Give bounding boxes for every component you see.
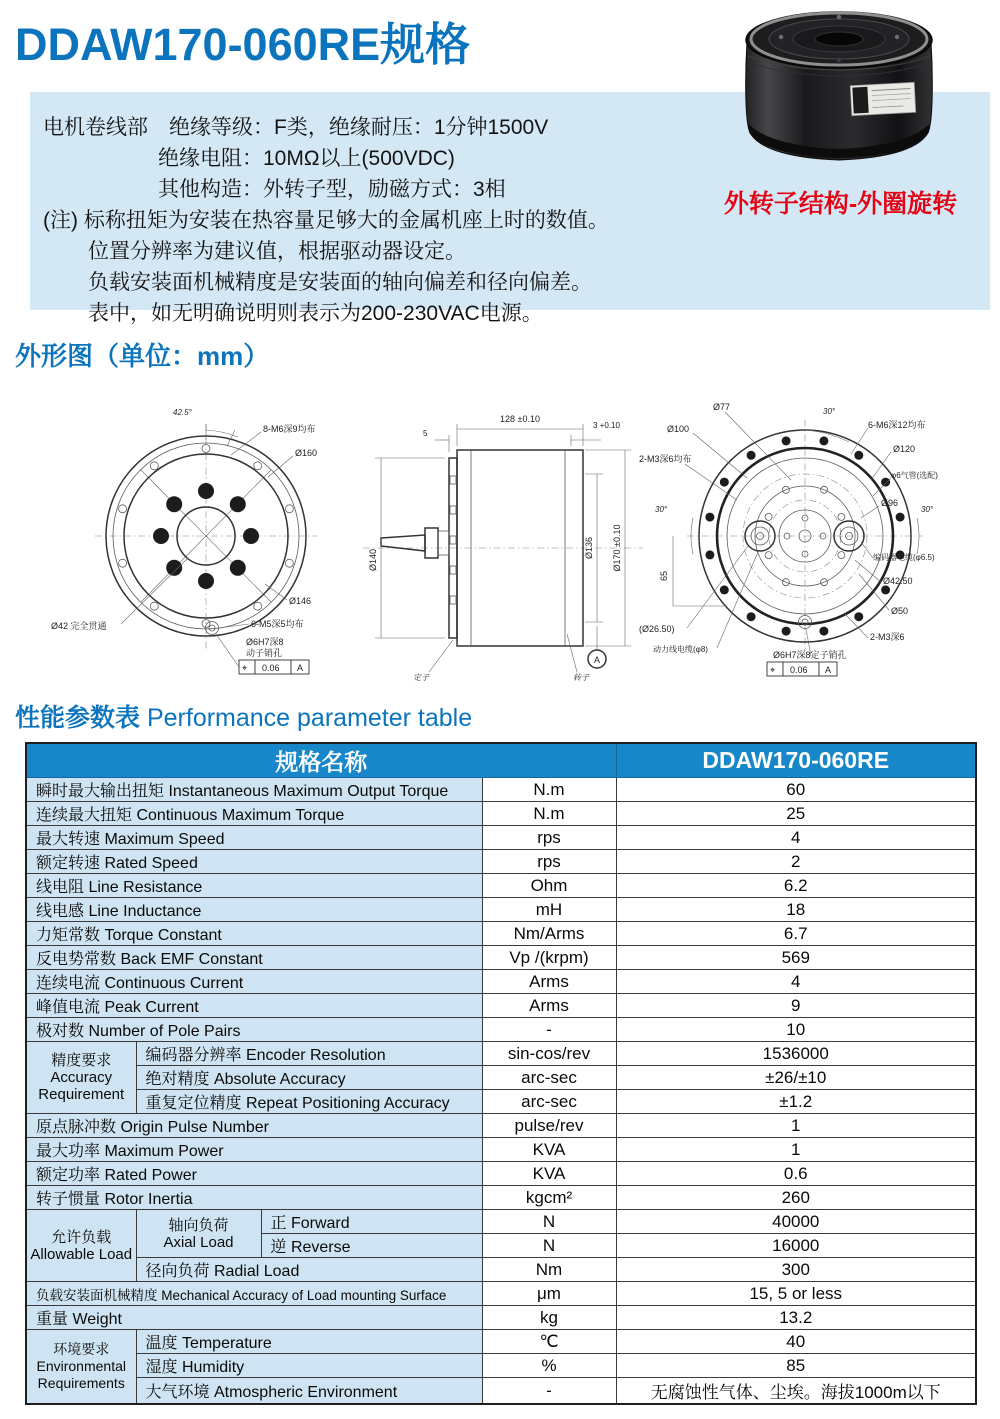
param-name: 转子惯量 Rotor Inertia bbox=[26, 1186, 482, 1210]
table-row bbox=[26, 1042, 976, 1066]
param-value: 13.2 bbox=[616, 1306, 976, 1330]
group-axial-load: 轴向负荷 Axial Load bbox=[136, 1210, 261, 1258]
table-row bbox=[26, 1210, 976, 1234]
param-value: 6.7 bbox=[616, 922, 976, 946]
note-line: 表中，如无明确说明则表示为200-230VAC电源。 bbox=[88, 302, 543, 325]
table-row bbox=[26, 778, 976, 802]
rear-encoder-cable-label: 编码器电缆(φ6.5) bbox=[873, 553, 935, 562]
motor-photo-graphic bbox=[733, 4, 945, 176]
table-row bbox=[26, 994, 976, 1018]
performance-heading bbox=[15, 698, 472, 734]
param-name: 线电阻 Line Resistance bbox=[26, 874, 482, 898]
table-row bbox=[26, 970, 976, 994]
table-row bbox=[26, 1114, 976, 1138]
param-unit: kgcm² bbox=[482, 1186, 616, 1210]
rear-a30-top-label: 30° bbox=[823, 407, 836, 416]
rear-d120-label: Ø120 bbox=[893, 444, 916, 454]
table-row bbox=[26, 1186, 976, 1210]
table-row bbox=[26, 946, 976, 970]
front-bolts-bottom-label: 6-M5深5均布 bbox=[251, 619, 304, 629]
note-line: (注) 标称扭矩为安装在热容量足够大的金属机座上时的数值。 bbox=[43, 209, 609, 232]
param-name: 绝对精度 Absolute Accuracy bbox=[136, 1066, 482, 1090]
param-value: 25 bbox=[616, 802, 976, 826]
param-value: 1 bbox=[616, 1114, 976, 1138]
table-row bbox=[26, 874, 976, 898]
front-view bbox=[51, 408, 317, 674]
photo-caption: 外转子结构-外圈旋转 bbox=[723, 190, 958, 218]
param-value: 9 bbox=[616, 994, 976, 1018]
param-name: 径向负荷 Radial Load bbox=[136, 1258, 482, 1282]
param-unit: N.m bbox=[482, 802, 616, 826]
param-unit: arc-sec bbox=[482, 1090, 616, 1114]
product-photo bbox=[733, 4, 945, 176]
rear-air-tube-label: φ6气管(选配) bbox=[891, 471, 938, 480]
param-name: 连续最大扭矩 Continuous Maximum Torque bbox=[26, 802, 482, 826]
table-row bbox=[26, 1354, 976, 1378]
param-value: 6.2 bbox=[616, 874, 976, 898]
param-value: 10 bbox=[616, 1018, 976, 1042]
side-d5-label: 5 bbox=[423, 429, 428, 438]
rear-power-cable-label: 动力线电缆(φ8) bbox=[653, 645, 708, 654]
param-unit: KVA bbox=[482, 1162, 616, 1186]
param-value: 40 bbox=[616, 1330, 976, 1354]
param-name: 额定功率 Rated Power bbox=[26, 1162, 482, 1186]
rear-d50-label: Ø50 bbox=[891, 606, 909, 616]
table-header-row bbox=[26, 743, 976, 778]
param-unit: KVA bbox=[482, 1138, 616, 1162]
param-name: 瞬时最大输出扭矩 Instantaneous Maximum Output Torque bbox=[26, 778, 482, 802]
param-name: 力矩常数 Torque Constant bbox=[26, 922, 482, 946]
table-row bbox=[26, 1162, 976, 1186]
front-pin-label-2: 动子销孔 bbox=[246, 648, 283, 658]
dimension-drawings bbox=[25, 388, 975, 690]
front-pin-label-1: Ø6H7深8 bbox=[246, 637, 284, 647]
table-row bbox=[26, 1018, 976, 1042]
note-line: 位置分辨率为建议值，根据驱动器设定。 bbox=[88, 240, 466, 263]
group-allowable-load: 允许负载 Allowable Load bbox=[26, 1210, 136, 1282]
position-tolerance-icon: ⌖ bbox=[770, 665, 776, 675]
param-name: 重量 Weight bbox=[26, 1306, 482, 1330]
table-row bbox=[26, 1330, 976, 1354]
group-environment: 环境要求 Environmental Requirements bbox=[26, 1330, 136, 1405]
param-value: 2 bbox=[616, 850, 976, 874]
note-line: 电机卷线部 绝缘等级：F类，绝缘耐压：1分钟1500V bbox=[43, 116, 549, 139]
side-view bbox=[363, 414, 643, 682]
rear-pin-label: Ø6H7深8定子销孔 bbox=[773, 650, 847, 660]
note-line: 负载安装面机械精度是安装面的轴向偏差和径向偏差。 bbox=[88, 271, 592, 294]
param-unit: mH bbox=[482, 898, 616, 922]
side-d3-label: 3 +0.10 bbox=[593, 421, 620, 430]
rear-d4250-label: Ø42.50 bbox=[883, 576, 913, 586]
table-row bbox=[26, 898, 976, 922]
param-value: 4 bbox=[616, 826, 976, 850]
param-name: 大气环境 Atmospheric Environment bbox=[136, 1378, 482, 1405]
param-name: 原点脉冲数 Origin Pulse Number bbox=[26, 1114, 482, 1138]
front-d160-label: Ø160 bbox=[295, 448, 318, 458]
page-title: DDAW170-060RE规格 bbox=[15, 19, 471, 70]
side-datum-label: A bbox=[593, 655, 601, 665]
rear-bolts-label: 6-M6深12均布 bbox=[868, 420, 926, 430]
param-unit: N.m bbox=[482, 778, 616, 802]
param-unit: sin-cos/rev bbox=[482, 1042, 616, 1066]
param-value: 60 bbox=[616, 778, 976, 802]
rear-d2650-label: (Ø26.50) bbox=[639, 624, 675, 634]
rear-a30-right-label: 30° bbox=[921, 505, 934, 514]
param-unit: μm bbox=[482, 1282, 616, 1306]
front-gdt-datum: A bbox=[297, 663, 304, 673]
performance-table bbox=[25, 742, 977, 1405]
param-unit: % bbox=[482, 1354, 616, 1378]
param-value: 4 bbox=[616, 970, 976, 994]
side-d136-label: Ø136 bbox=[584, 536, 594, 560]
header-model: DDAW170-060RE bbox=[616, 743, 976, 778]
param-value: ±26/±10 bbox=[616, 1066, 976, 1090]
param-name: 额定转速 Rated Speed bbox=[26, 850, 482, 874]
table-row bbox=[26, 1378, 976, 1405]
motor-nameplate bbox=[850, 82, 915, 115]
param-value: 300 bbox=[616, 1258, 976, 1282]
side-rotor-label: 转子 bbox=[573, 673, 589, 682]
performance-heading-zh: 性能参数表 bbox=[15, 704, 141, 732]
param-value: 18 bbox=[616, 898, 976, 922]
front-d42-label: Ø42 完全贯通 bbox=[51, 621, 107, 631]
param-unit: kg bbox=[482, 1306, 616, 1330]
header-spec-name: 规格名称 bbox=[26, 743, 616, 778]
param-name: 正 Forward bbox=[261, 1210, 482, 1234]
param-value: 40000 bbox=[616, 1210, 976, 1234]
rear-view bbox=[639, 402, 938, 676]
table-row bbox=[26, 1306, 976, 1330]
param-value: 无腐蚀性气体、尘埃。海拔1000m以下 bbox=[616, 1378, 976, 1405]
rear-d100-label: Ø100 bbox=[667, 424, 690, 434]
side-stator-label: 定子 bbox=[413, 673, 429, 682]
side-d140-label: Ø140 bbox=[368, 548, 378, 572]
rear-d96-label: Ø96 bbox=[881, 498, 899, 508]
performance-heading-en: Performance parameter table bbox=[146, 704, 473, 732]
param-unit: Arms bbox=[482, 970, 616, 994]
param-unit: Nm/Arms bbox=[482, 922, 616, 946]
position-tolerance-icon: ⌖ bbox=[242, 663, 248, 673]
table-row bbox=[26, 850, 976, 874]
note-line: 绝缘电阻：10MΩ以上(500VDC) bbox=[158, 147, 455, 170]
rear-gdt-tolerance: 0.06 bbox=[790, 665, 808, 675]
table-row bbox=[26, 1066, 976, 1090]
param-name: 峰值电流 Peak Current bbox=[26, 994, 482, 1018]
param-value: 260 bbox=[616, 1186, 976, 1210]
table-row bbox=[26, 826, 976, 850]
dimensions-heading: 外形图（单位：mm） bbox=[15, 341, 270, 371]
front-bolts-top-label: 8-M6深9均布 bbox=[263, 424, 316, 434]
front-angle-label: 42.5° bbox=[173, 408, 192, 417]
param-name: 湿度 Humidity bbox=[136, 1354, 482, 1378]
table-row bbox=[26, 1282, 976, 1306]
note-line: 其他构造：外转子型，励磁方式：3相 bbox=[158, 178, 506, 201]
param-name: 最大功率 Maximum Power bbox=[26, 1138, 482, 1162]
rear-gdt-datum: A bbox=[825, 665, 832, 675]
param-unit: rps bbox=[482, 826, 616, 850]
param-unit: N bbox=[482, 1210, 616, 1234]
rear-m3-bottom-label: 2-M3深6 bbox=[870, 632, 905, 642]
param-unit: Ohm bbox=[482, 874, 616, 898]
table-row bbox=[26, 802, 976, 826]
rear-m3-top-label: 2-M3深6均布 bbox=[639, 454, 692, 464]
param-name: 最大转速 Maximum Speed bbox=[26, 826, 482, 850]
param-unit: arc-sec bbox=[482, 1066, 616, 1090]
param-unit: Arms bbox=[482, 994, 616, 1018]
param-unit: - bbox=[482, 1378, 616, 1405]
group-accuracy: 精度要求 Accuracy Requirement bbox=[26, 1042, 136, 1114]
table-row bbox=[26, 1138, 976, 1162]
param-value: 85 bbox=[616, 1354, 976, 1378]
rear-a30-left-label: 30° bbox=[655, 505, 668, 514]
param-name: 反电势常数 Back EMF Constant bbox=[26, 946, 482, 970]
param-value: 0.6 bbox=[616, 1162, 976, 1186]
param-value: 16000 bbox=[616, 1234, 976, 1258]
table-row bbox=[26, 1090, 976, 1114]
front-gdt-tolerance: 0.06 bbox=[262, 663, 280, 673]
param-value: 1 bbox=[616, 1138, 976, 1162]
param-name: 逆 Reverse bbox=[261, 1234, 482, 1258]
param-name: 负载安装面机械精度 Mechanical Accuracy of Load mounting Surface bbox=[26, 1282, 482, 1306]
front-d146-label: Ø146 bbox=[289, 596, 312, 606]
side-w128-label: 128 ±0.10 bbox=[500, 414, 540, 424]
param-value: 15, 5 or less bbox=[616, 1282, 976, 1306]
param-value: ±1.2 bbox=[616, 1090, 976, 1114]
param-name: 连续电流 Continuous Current bbox=[26, 970, 482, 994]
param-unit: Nm bbox=[482, 1258, 616, 1282]
param-unit: - bbox=[482, 1018, 616, 1042]
param-value: 569 bbox=[616, 946, 976, 970]
side-d170-label: Ø170 ±0.10 bbox=[612, 524, 622, 572]
param-unit: Vp /(krpm) bbox=[482, 946, 616, 970]
rear-h65-label: 65 bbox=[659, 570, 669, 582]
param-name: 编码器分辨率 Encoder Resolution bbox=[136, 1042, 482, 1066]
rear-d77-label: Ø77 bbox=[713, 402, 731, 412]
param-unit: pulse/rev bbox=[482, 1114, 616, 1138]
rear-gdt-box bbox=[767, 662, 837, 676]
table-row bbox=[26, 922, 976, 946]
param-name: 温度 Temperature bbox=[136, 1330, 482, 1354]
front-gdt-box bbox=[239, 660, 309, 674]
table-row bbox=[26, 1258, 976, 1282]
param-name: 线电感 Line Inductance bbox=[26, 898, 482, 922]
param-unit: ℃ bbox=[482, 1330, 616, 1354]
param-unit: N bbox=[482, 1234, 616, 1258]
param-unit: rps bbox=[482, 850, 616, 874]
param-name: 重复定位精度 Repeat Positioning Accuracy bbox=[136, 1090, 482, 1114]
param-name: 极对数 Number of Pole Pairs bbox=[26, 1018, 482, 1042]
param-value: 1536000 bbox=[616, 1042, 976, 1066]
